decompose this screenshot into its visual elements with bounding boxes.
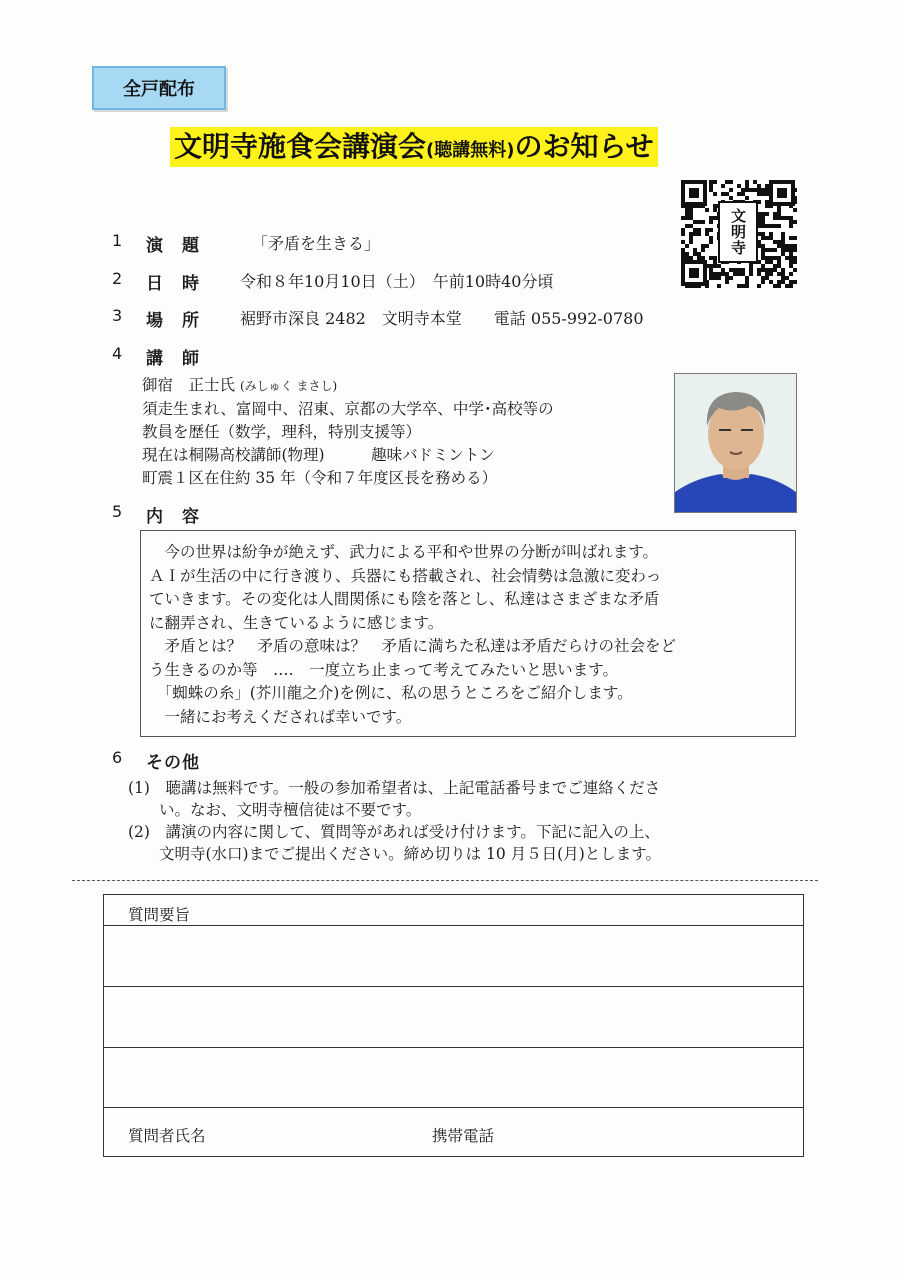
question-label: 質問要旨	[128, 906, 191, 924]
item-5: 5 内 容	[112, 502, 200, 527]
form-line	[104, 925, 803, 926]
content-box	[140, 530, 796, 737]
item-4: 4 講 師	[112, 344, 200, 369]
item-3-value: 裾野市深良 2482 文明寺本堂 電話 055-992-0780	[240, 309, 644, 328]
item-1: 1 演 題 「矛盾を生きる」	[112, 231, 381, 256]
lecturer-name: 御宿 正士氏	[142, 376, 236, 394]
item-2-value: 令和８年10月10日（土） 午前10時40分頃	[240, 272, 554, 291]
lecturer-line: 須走生まれ、富岡中、沼東、京都の大学卒、中学･高校等の	[142, 400, 554, 418]
content-line: 一緒にお考えくだされば幸いです。	[149, 707, 412, 726]
form-line	[104, 1047, 803, 1048]
content-line: 矛盾とは？ 矛盾の意味は？ 矛盾に満ちた私達は矛盾だらけの社会をど	[149, 637, 677, 655]
phone-label: 携帯電話	[432, 1127, 495, 1145]
title-paren: (聴講無料)	[426, 140, 515, 161]
content-line: ていきます。その変化は人間関係にも陰を落とし、私達はさまざまな矛盾	[149, 590, 660, 608]
content-line: 今の世界は紛争が絶えず、武力による平和や世界の分断が叫ばれます。	[149, 543, 659, 561]
distribution-badge: 全戸配布	[92, 66, 226, 110]
lecturer-line: 町震１区在住約 35 年（令和７年度区長を務める）	[142, 469, 498, 487]
other-line: 文明寺(水口)までご提出ください。締め切りは 10 月５日(月)とします。	[128, 845, 662, 863]
item-3: 3 場 所 裾野市深良 2482 文明寺本堂 電話 055-992-0780	[112, 306, 644, 331]
page-title	[170, 127, 658, 167]
other-notes	[128, 777, 661, 865]
other-line: い。なお、文明寺檀信徒は不要です。	[128, 801, 422, 819]
name-label: 質問者氏名	[128, 1127, 206, 1145]
item-6: 6 その他	[112, 748, 200, 773]
other-line: (1) 聴講は無料です。一般の参加希望者は、上記電話番号までご連絡くださ	[128, 779, 661, 797]
qr-code	[679, 178, 797, 288]
lecturer-line: 現在は桐陽高校講師(物理) 趣味バドミントン	[142, 446, 495, 464]
content-line: ＡＩが生活の中に行き渡り、兵器にも搭載され、社会情勢は急激に変わっ	[149, 566, 662, 585]
content-line: に翻弄され、生きているように感じます。	[149, 613, 444, 632]
question-form	[103, 894, 804, 1157]
content-line: う生きるのか等 ‥‥ 一度立ち止まって考えてみたいと思います。	[149, 660, 618, 679]
other-line: (2) 講演の内容に関して、質問等があれば受け付けます。下記に記入の上、	[128, 823, 660, 841]
item-2: 2 日 時 令和８年10月10日（土） 午前10時40分頃	[112, 269, 554, 294]
title-tail: のお知らせ	[514, 130, 654, 163]
content-line: 「蜘蛛の糸」(芥川龍之介)を例に、私の思うところをご紹介します。	[149, 684, 633, 702]
cut-line	[72, 880, 818, 881]
form-line	[104, 1107, 803, 1108]
form-line	[104, 986, 803, 987]
lecturer-reading: (みしゅく まさし)	[239, 379, 338, 393]
lecturer-line: 教員を歴任（数学，理科，特別支援等）	[142, 423, 422, 441]
lecturer-block	[142, 374, 554, 490]
item-1-value: 「矛盾を生きる」	[252, 234, 381, 253]
lecturer-portrait	[674, 373, 797, 513]
title-main: 文明寺施食会講演会	[174, 130, 427, 163]
qr-center-label: 文明寺	[729, 208, 747, 256]
